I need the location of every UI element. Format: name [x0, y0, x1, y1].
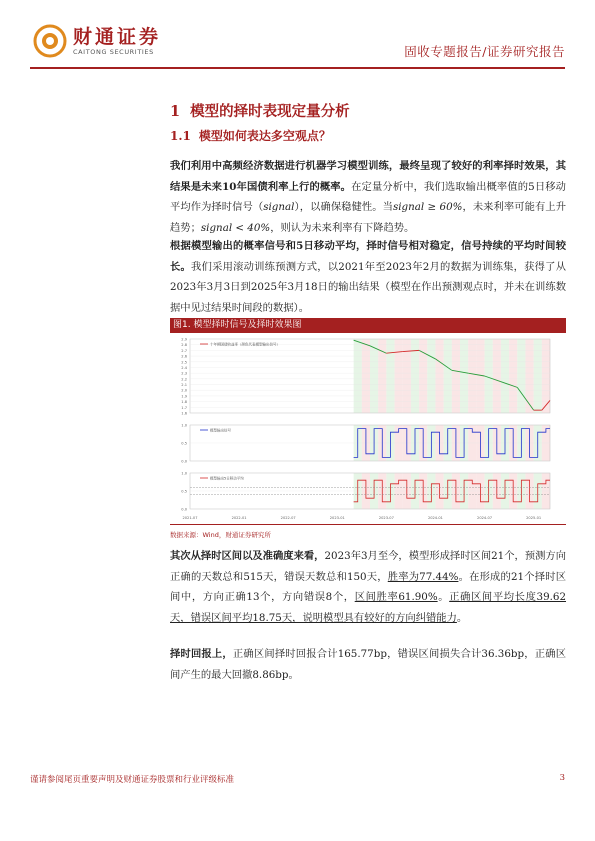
- condition-up: signal ≥ 60%: [392, 201, 463, 213]
- x-tick-label: 2025-01: [526, 516, 542, 520]
- y-tick-label: 1.8: [181, 400, 187, 405]
- signal-shade: [435, 339, 443, 413]
- signal-shade: [460, 339, 468, 413]
- legend-label: 模型输出信号: [210, 428, 231, 433]
- x-tick-label: 2022-01: [231, 516, 247, 520]
- para3-text: 。在形成的21个择时区间中，方向正确13个，方向错误8个，: [170, 570, 566, 603]
- y-tick-label: 0.0: [181, 507, 187, 512]
- signal-shade: [517, 339, 525, 413]
- para2-bold: 根据模型输出的概率信号和5日移动平均，择时信号相对稳定，信号持续的平均时间较长。: [170, 240, 566, 273]
- signal-shade: [427, 339, 435, 413]
- company-logo: [33, 24, 161, 58]
- logo-mark-icon: [33, 24, 67, 58]
- interval-length-summary: 正确区间平均长度39.62天，错误区间平均18.75天，说明模型具有较好的方向纠错能力: [170, 591, 567, 624]
- para2-text: 我们采用滚动训练预测方式，以2021年至2023年2月的数据为训练集，获得了从2023年3月3日到2025年3月18日的输出结果（模型在作出预测观点时，并未在训练数据中见过结果时间段的数据）。: [170, 260, 567, 314]
- legend-label: 十年期国债收益率（颜色代表模型输出信号）: [210, 342, 280, 347]
- footer-disclaimer: 谨请参阅尾页重要声明及财通证券股票和行业评级标准: [30, 775, 235, 785]
- signal-shade: [452, 339, 460, 413]
- y-tick-label: 1.9: [181, 394, 187, 399]
- subsection-title: 模型如何表达多空观点？: [198, 129, 331, 143]
- y-tick-label: 2.3: [181, 371, 187, 376]
- y-tick-label: 2.9: [181, 337, 187, 342]
- y-tick-label: 1.7: [181, 405, 187, 410]
- y-tick-label: 2.1: [181, 383, 187, 388]
- para1-bold: 我们利用中高频经济数据进行机器学习模型训练，最终呈现了较好的利率择时效果，其结果是未来10年国债利率上行的概率。: [170, 160, 566, 193]
- para1-text: ），以确保稳健性。当: [294, 201, 393, 213]
- signal-shade: [534, 339, 542, 413]
- figure-title: 图1. 模型择时信号及择时效果图: [170, 318, 566, 333]
- para3-bold: 其次从择时区间以及准确度来看，: [170, 550, 325, 562]
- para3-text: 。: [456, 611, 468, 624]
- y-tick-label: 1.6: [181, 411, 187, 416]
- signal-shade: [525, 339, 533, 413]
- para1-text: ，则认为未来利率有下降趋势。: [270, 221, 415, 234]
- y-tick-label: 0.0: [181, 459, 187, 464]
- paragraph-accuracy: [170, 546, 566, 628]
- para1-text: ，未来利率可能有上升趋势；: [170, 201, 566, 234]
- para3-text: 2023年3月至今，模型形成择时区间21个，预测方向正确的天数总和515天，错误天数总和150天，: [170, 550, 567, 583]
- header-divider: [30, 67, 565, 69]
- page-footer: [30, 773, 565, 785]
- condition-down: signal < 40%: [200, 221, 271, 234]
- x-tick-label: 2021-07: [182, 516, 198, 520]
- signal-shade: [419, 339, 427, 413]
- y-tick-label: 2.7: [181, 348, 187, 353]
- y-tick-label: 2.0: [181, 388, 187, 393]
- x-tick-label: 2024-07: [477, 516, 493, 520]
- logo-cn-text: 财通证券: [73, 25, 162, 48]
- signal-shade: [370, 339, 378, 413]
- x-tick-label: 2022-07: [280, 516, 296, 520]
- y-tick-label: 2.8: [181, 343, 187, 348]
- paragraph-returns: [170, 644, 566, 685]
- para4-text: 正确区间择时回报合计165.77bp，错误区间损失合计36.36bp，正确区间产生的最大回撤8.86bp。: [170, 648, 567, 681]
- signal-term: signal: [263, 201, 295, 213]
- paragraph-training-method: [170, 236, 566, 318]
- paragraph-signal-definition: [170, 156, 566, 238]
- legend-label: 模型输出5日移动平均: [210, 476, 244, 481]
- x-tick-label: 2023-07: [378, 516, 394, 520]
- figure-source: 数据来源：Wind，财通证券研究所: [170, 531, 271, 539]
- section-title: 模型的择时表现定量分析: [190, 103, 350, 120]
- interval-win-rate: 区间胜率61.90%: [354, 591, 438, 603]
- subsection-number: 1.1: [170, 129, 191, 143]
- section-number: 1: [170, 103, 181, 120]
- signal-shade: [493, 339, 501, 413]
- y-tick-label: 2.4: [181, 365, 187, 370]
- signal-shade: [395, 339, 403, 413]
- y-tick-label: 2.5: [181, 360, 187, 365]
- x-tick-label: 2024-01: [427, 516, 443, 520]
- y-tick-label: 0.5: [181, 489, 187, 494]
- y-tick-label: 1.0: [181, 423, 187, 428]
- para4-bold: 择时回报上，: [170, 648, 233, 660]
- chart-svg: [170, 333, 566, 525]
- signal-shade: [403, 339, 411, 413]
- report-type: 固收专题报告/证券研究报告: [404, 44, 565, 59]
- signal-shade: [501, 339, 509, 413]
- para1-text: 在定量分析中，我们选取输出概率值的5日移动平均作为择时信号（: [170, 180, 566, 213]
- y-tick-label: 2.2: [181, 377, 187, 382]
- signal-shade: [362, 339, 370, 413]
- logo-en-text: CAITONG SECURITIES: [73, 47, 154, 56]
- timing-chart: [170, 333, 566, 525]
- signal-shade: [509, 339, 517, 413]
- y-tick-label: 0.5: [181, 441, 187, 446]
- para3-text: 。: [437, 591, 450, 603]
- y-tick-label: 2.6: [181, 354, 187, 359]
- win-rate: 胜率为77.44%: [387, 570, 459, 583]
- signal-shade: [354, 339, 362, 413]
- section-heading: [170, 100, 350, 121]
- x-tick-label: 2023-01: [329, 516, 345, 520]
- page-header: [0, 0, 595, 72]
- signal-shade: [386, 339, 394, 413]
- page-number: 3: [559, 773, 565, 783]
- y-tick-label: 1.0: [181, 471, 187, 476]
- subsection-heading: [170, 127, 331, 144]
- signal-shade: [444, 339, 452, 413]
- signal-shade: [468, 339, 476, 413]
